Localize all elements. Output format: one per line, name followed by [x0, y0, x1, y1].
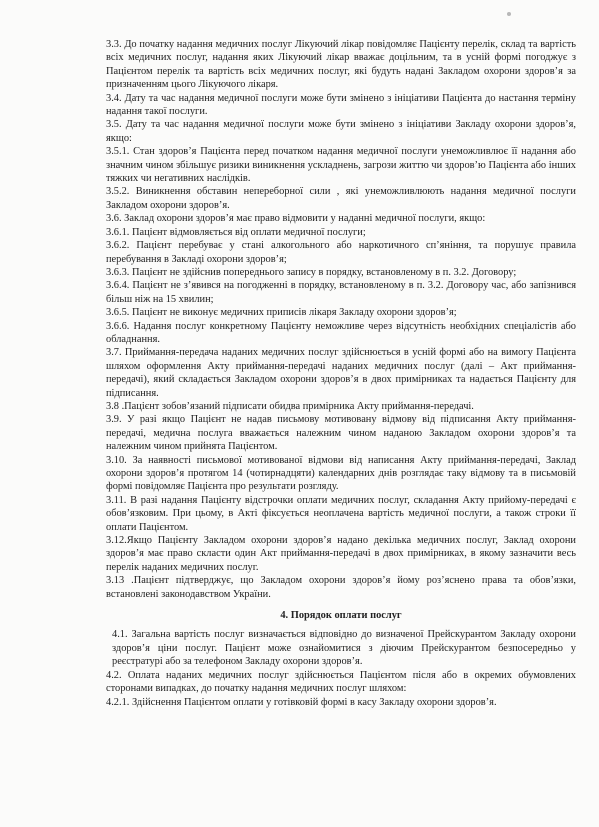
paragraph-3-6-5: 3.6.5. Пацієнт не виконує медичних приписів лікаря Закладу охорони здоров’я; — [106, 307, 457, 319]
paragraph-3-7: 3.7. Приймання-передача наданих медичних послуг здійснюється в усній формі або на вимогу Пацієнта шляхом оформлення Акту приймання-передачі наданих медичних послуг (далі – Акт приймання-передачі), який складається Закладом охорони здоров’я в двох примірниках та надається Пацієнту для підписання. — [106, 347, 576, 399]
paragraph-3-6-3: 3.6.3. Пацієнт не здійснив попереднього запису в порядку, встановленому в п. 3.2. Договору; — [106, 266, 517, 278]
section-4-heading: 4. Порядок оплати послуг — [280, 610, 402, 622]
paragraph-3-6-6: 3.6.6. Надання послуг конкретному Пацієнту неможливе через відсутність необхідних спеціалістів або обладнання. — [106, 320, 576, 345]
paragraph-3-13: 3.13 .Пацієнт підтверджує, що Закладом охорони здоров’я йому роз’яснено права та обов’язки, встановлені законодавством України. — [106, 575, 576, 600]
paragraph-4-2-1: 4.2.1. Здійснення Пацієнтом оплати у готівковій формі в касу Закладу охорони здоров’я. — [106, 696, 497, 708]
paragraph-4-1: 4.1. Загальна вартість послуг визначається відповідно до визначеної Прейскурантом Закладу охорони здоров’я ціни послуг. Пацієнт може ознайомитися з діючим Прейскурантом безпосередньо у реєстратурі або за телефоном Закладу охорони здоров’я. — [112, 629, 576, 668]
paragraph-3-5: 3.5. Дату та час надання медичної послуги може бути змінено з ініціативи Закладу охорони здоров’я, якщо: — [106, 119, 576, 144]
paragraph-3-5-2: 3.5.2. Виникнення обставин непереборної сили , які унеможливлюють надання медичної послуги Закладом охорони здоров’я. — [106, 186, 576, 211]
paragraph-3-10: 3.10. За наявності письмової мотивованої відмови від написання Акту приймання-передачі, Заклад охорони здоров’я протягом 14 (чотирнадцяти) календарних днів розглядає таку відмову та в письмовій формі повідомляє Пацієнта про результати розгляду. — [106, 454, 576, 493]
paragraph-3-5-1: 3.5.1. Стан здоров’я Пацієнта перед початком надання медичної послуги унеможливлює її надання або значним чином збільшує ризики виникнення ускладнень, загрози життю чи здоров’ю Пацієнта або інших тяжких чи негативних наслідків. — [106, 146, 576, 185]
paragraph-3-12: 3.12.Якщо Пацієнту Закладом охорони здоров’я надано декілька медичних послуг, Заклад охорони здоров’я має право скласти один Акт приймання-передачі в двох примірниках, в якому зазначити весь перелік наданих медичних послуг. — [106, 535, 576, 573]
paragraph-3-6-1: 3.6.1. Пацієнт відмовляється від оплати медичної послуги; — [106, 226, 366, 238]
paragraph-4-2: 4.2. Оплата наданих медичних послуг здійснюється Пацієнтом після або в окремих обумовлених сторонами випадках, до початку надання медичних послуг шляхом: — [106, 669, 576, 695]
paragraph-3-6-4: 3.6.4. Пацієнт не з’явився на погодженні в порядку, встановленому в п. 3.2. Договору час, або запізнився більш ніж на 15 хвилин; — [106, 280, 576, 305]
document-body — [106, 38, 576, 709]
scan-dot-mark — [507, 12, 511, 16]
paragraph-3-9: 3.9. У разі якщо Пацієнт не надав письмову мотивовану відмову від підписання Акту приймання-передачі, медична послуга вважається належним чином наданою Закладом охорони здоров’я та належним чином прийнята Пацієнтом. — [106, 414, 576, 453]
paragraph-3-3: 3.3. До початку надання медичних послуг Лікуючий лікар повідомляє Пацієнту перелік, склад та вартість всіх медичних послуг, надання яких Лікуючий лікар вважає доцільним, та в усній формі погоджує з Пацієнтом перелік та вартість всіх медичних послуг, які будуть надані Закладом охорони здоров’я за призначенням цього Лікуючого лікаря. — [106, 39, 576, 91]
paragraph-3-11: 3.11. В разі надання Пацієнту відстрочки оплати медичних послуг, складання Акту прийому-передачі є обов’язковим. При цьому, в Акті фіксується неоплачена вартість медичної послуги, а також строки її оплати Пацієнтом. — [106, 494, 576, 533]
paragraph-3-6: 3.6. Заклад охорони здоров’я має право відмовити у наданні медичної послуги, якщо: — [106, 213, 486, 225]
paragraph-3-6-2: 3.6.2. Пацієнт перебуває у стані алкогольного або наркотичного сп’яніння, та порушує правила перебування в Закладі охорони здоров’я; — [106, 240, 576, 265]
paragraph-3-8: 3.8 .Пацієнт зобов’язаний підписати обидва примірника Акту приймання-передачі. — [106, 400, 474, 412]
paragraph-3-4: 3.4. Дату та час надання медичної послуги може бути змінено з ініціативи Пацієнта до настання терміну надання такої послуги. — [106, 92, 576, 118]
